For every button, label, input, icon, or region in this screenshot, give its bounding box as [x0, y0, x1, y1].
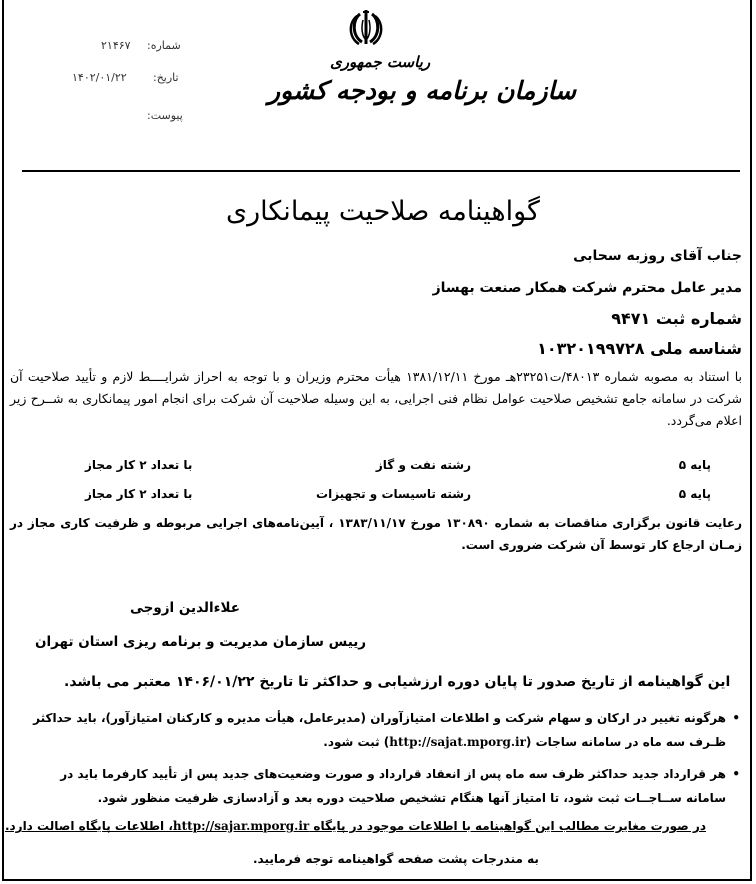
attachment-label: پیوست:: [147, 109, 183, 122]
qualification-grade: پایه ۵: [678, 458, 711, 472]
notice-text: در صورت مغایرت مطالب این گواهینامه با اطلاعات موجود در پایگاه: [309, 819, 706, 833]
date-value: ۱۴۰۲/۰۱/۲۲: [72, 71, 127, 84]
bullet-text: ) ثبت شود.: [323, 735, 390, 749]
footer-note: به مندرجات پشت صفحه گواهینامه توجه فرمایید.: [253, 852, 539, 866]
bullet-item: [22, 706, 742, 754]
notice-text: ، اطلاعات پایگاه اصالت دارد.: [4, 819, 173, 833]
qualification-capacity: با تعداد ۲ کار مجاز: [85, 487, 193, 501]
national-id: شناسه ملی ۱۰۳۲۰۱۹۹۷۲۸: [537, 339, 742, 358]
certificate-title: گواهینامه صلاحیت پیمانکاری: [226, 196, 540, 227]
sajat-link[interactable]: http://sajat.mporg.ir: [389, 735, 526, 749]
signatory-title: رییس سازمان مدیریت و برنامه ریزی استان تهران: [35, 634, 367, 650]
bullet-text: هر قرارداد جدید حداکثر ظرف سه ماه پس از انعقاد قرارداد و صورت وضعیت‌های جدید پس از تأیید کارفرما باید در سامانه ســاجــات ثبت شود، تا امتیاز آنها هنگام تشخیص صلاحیت دوره بعد و آزادسازی ظرفیت منظور شود.: [60, 767, 726, 805]
recipient-name: جناب آقای روزبه سحابی: [573, 248, 742, 264]
intro-paragraph: با استناد به مصوبه شماره ۴۸۰۱۳/ت۲۳۲۵۱هـ مورخ ۱۳۸۱/۱۲/۱۱ هیأت محترم وزیران و با توجه به احراز شرایــــط لازم و تأیید صلاحیت آن شرکت در سامانه جامع تشخیص صلاحیت عوامل نظام فنی اجرایی، به این وسیله صلاحیت آن شرکت برای انجام امور پیمانکاری به شــرح زیر اعلام می‌گردد.: [10, 369, 742, 428]
number-label: شماره:: [147, 39, 181, 52]
org-name: سازمان برنامه و بودجه کشور: [268, 76, 577, 105]
qualification-capacity: با تعداد ۲ کار مجاز: [85, 458, 193, 472]
qualification-field: رشته تاسیسات و تجهیزات: [316, 487, 471, 501]
signatory-name: علاءالدین ازوجی: [130, 600, 240, 616]
registration-number: شماره ثبت ۹۴۷۱: [611, 309, 742, 328]
sajar-link[interactable]: http://sajar.mporg.ir: [172, 819, 310, 833]
compliance-paragraph: رعایت قانون برگزاری مناقصات به شماره ۱۳۰۸۹۰ مورخ ۱۳۸۳/۱۱/۱۷ ، آیین‌نامه‌های اجرایی مربوطه و ظرفیت کاری مجاز در زمـان ارجاع کار توسط آن شرکت ضروری است.: [10, 516, 742, 552]
qualification-field: رشته نفت و گاز: [375, 458, 471, 472]
validity-statement: این گواهینامه از تاریخ صدور تا پایان دوره ارزشیابی و حداکثر تا تاریخ ۱۴۰۶/۰۱/۲۲ معتبر می باشد.: [64, 674, 731, 690]
qualification-grade: پایه ۵: [678, 487, 711, 501]
header-divider: [22, 170, 740, 172]
bullet-item: [22, 762, 742, 810]
date-label: تاریخ:: [153, 71, 179, 84]
number-value: ۲۱۴۶۷: [101, 39, 131, 52]
org-presidency: ریاست جمهوری: [330, 53, 431, 71]
bullet-text: هرگونه تغییر در ارکان و سهام شرکت و اطلاعات امتیازآوران (مدیرعامل، هیأت مدیره و کارکنان امتیازآور)، باید حداکثر ظـرف سه ماه در سامانه ساجات (: [33, 711, 726, 749]
recipient-position: مدیر عامل محترم شرکت همکار صنعت بهساز: [432, 280, 742, 296]
authenticity-notice: [5, 819, 706, 833]
iran-emblem-icon: [349, 8, 383, 48]
